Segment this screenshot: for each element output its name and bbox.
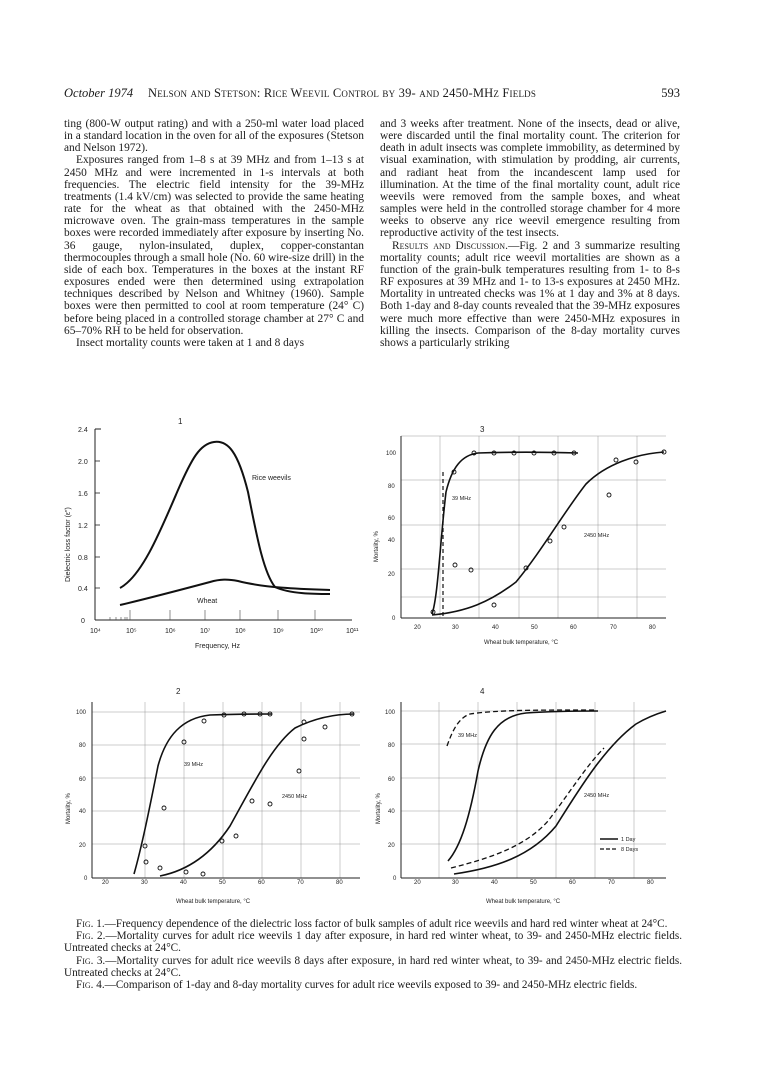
y-tick-label: 60 — [79, 777, 86, 783]
paragraph: Insect mortality counts were taken at 1 and 8 days — [76, 336, 305, 349]
caption-text: —Mortality curves for adult rice weevils 1 day after exposure, in hard red winter wheat, to 39- and 2450-MHz electric fields. Untreated checks at 24°C. — [64, 930, 682, 955]
y-tick-label: 40 — [388, 538, 395, 544]
y-tick-label: 80 — [79, 743, 86, 749]
2450mhz-curve — [160, 714, 354, 876]
x-tick-label: 80 — [336, 880, 343, 886]
paragraph-text: —Fig. 2 and 3 summarize resulting mortality counts; adult rice weevil mortalities are shown as a function of the grain-bulk temperatures resulting from 1- to 8-s RF exposures at 39 MHz and 1- to 13-s exposures at 2450 MHz. Mortality in untreated checks was 1% at 1 day and 3% at 8 days. Both 1-day and 8-day counts revealed that the 39-MHz exposures were much more effective than were 2450-MHz exposures in killing the insects. Comparison of the 8-day mortality curves shows a particularly striking — [380, 239, 680, 349]
x-tick-label: 10⁸ — [235, 628, 246, 635]
2450mhz-label: 2450 MHz — [584, 533, 610, 539]
x-tick-label: 70 — [608, 880, 615, 886]
rice-weevils-label: Rice weevils — [252, 475, 291, 482]
legend-label: 8 Days — [621, 847, 639, 853]
x-tick-label: 10⁴ — [90, 628, 101, 635]
y-tick-label: 60 — [388, 516, 395, 522]
y-tick-label: 0 — [393, 876, 397, 882]
x-tick-label: 50 — [530, 880, 537, 886]
x-axis-label: Frequency, Hz — [195, 643, 240, 650]
figure-2 — [60, 686, 370, 911]
y-tick-label: 60 — [388, 777, 395, 783]
x-tick-label: 30 — [452, 880, 459, 886]
x-axis-label: Wheat bulk temperature, °C — [484, 640, 559, 646]
figure-1 — [60, 412, 370, 657]
39mhz-label: 39 MHz — [458, 733, 477, 739]
y-tick-label: 40 — [79, 809, 86, 815]
39mhz-label: 39 MHz — [452, 496, 471, 502]
caption — [64, 930, 682, 954]
figure-number: 3 — [480, 425, 485, 434]
y-tick-label: 80 — [388, 743, 395, 749]
x-tick-label: 60 — [569, 880, 576, 886]
x-tick-label: 20 — [102, 880, 109, 886]
figure-number: 2 — [176, 687, 181, 696]
x-tick-label: 20 — [414, 880, 421, 886]
x-tick-label: 70 — [610, 625, 617, 631]
x-tick-label: 30 — [141, 880, 148, 886]
paragraph: Exposures ranged from 1–8 s at 39 MHz and from 1–13 s at 2450 MHz and were incremented in 1-s intervals at both frequencies. The electric field intensity for the 39-MHz treatments (1.4 kV/cm) was selected to provide the same heating rate for the wheat as that obtained with the 2450-MHz microwave oven. The grain-mass temperatures in the sample boxes were recorded immediately after exposure by inserting No. 36 gauge, nylon-insulated, duplex, copper-constantan thermocouples through a small hole (No. 60 wire-size drill) in the side of each box. Temperatures in the boxes at the instant RF exposures ended were then determined using extrapolation techniques described by Nelson and Whitney (1960). Sample boxes were then permitted to cool at room temperature (24° C) before being placed in a controlled storage chamber at 27° C and 65–70% RH to be held for observation. — [64, 154, 364, 337]
section-heading: Results and Discussion. — [392, 239, 508, 252]
2450mhz-curve — [432, 452, 664, 615]
caption-text: —Frequency dependence of the dielectric loss factor of bulk samples of adult rice weevils and hard red winter wheat at 24°C. — [104, 918, 668, 930]
y-tick-label: 20 — [79, 843, 86, 849]
paragraph: ting (800-W output rating) and with a 250-ml water load placed in a standard location in the oven for all of the exposures (Stetson and Nelson 1972). — [64, 118, 364, 155]
caption-lead: Fig. 3. — [76, 954, 106, 967]
x-tick-label: 10⁶ — [165, 628, 176, 635]
x-tick-label: 10¹¹ — [346, 628, 359, 635]
paragraph — [380, 240, 680, 349]
figure-3 — [366, 422, 676, 662]
y-tick-label: 40 — [388, 809, 395, 815]
y-tick-label: 0 — [81, 618, 85, 625]
wheat-label: Wheat — [197, 598, 218, 605]
caption-lead: Fig. 1. — [76, 918, 105, 930]
figure-number: 1 — [178, 417, 183, 426]
y-tick-label: 100 — [386, 451, 397, 457]
y-tick-label: 1.6 — [78, 491, 88, 498]
y-axis-label: Mortality, % — [374, 531, 380, 562]
x-axis-label: Wheat bulk temperature, °C — [486, 899, 561, 905]
left-text-column — [64, 118, 364, 349]
x-tick-label: 30 — [452, 625, 459, 631]
x-tick-label: 10⁷ — [200, 628, 211, 635]
figure-4 — [366, 686, 676, 911]
x-tick-label: 50 — [219, 880, 226, 886]
running-header — [64, 86, 680, 102]
2450mhz-label: 2450 MHz — [282, 794, 308, 800]
x-tick-label: 40 — [491, 880, 498, 886]
x-tick-label: 40 — [492, 625, 499, 631]
x-tick-label: 80 — [649, 625, 656, 631]
figure-captions — [64, 918, 682, 991]
issue-date: October 1974 — [64, 86, 134, 100]
x-tick-label: 10¹⁰ — [310, 628, 323, 635]
y-tick-label: 0.4 — [78, 586, 88, 593]
y-tick-label: 0 — [392, 616, 396, 622]
y-tick-label: 80 — [388, 484, 395, 490]
legend-label: 1 Day — [621, 837, 636, 843]
caption — [64, 955, 682, 979]
y-tick-label: 100 — [385, 710, 396, 716]
x-tick-label: 60 — [570, 625, 577, 631]
y-axis-label: Mortality, % — [66, 793, 72, 824]
x-tick-label: 50 — [531, 625, 538, 631]
caption-text: —Comparison of 1-day and 8-day mortality curves for adult rice weevils exposed to 39- and 2450-MHz electric fields. — [104, 979, 638, 992]
y-tick-label: 20 — [388, 572, 395, 578]
caption-lead: Fig. 2. — [76, 930, 106, 943]
y-tick-label: 100 — [76, 710, 87, 716]
y-axis-label: Dielectric loss factor (ε″) — [65, 507, 72, 582]
x-tick-label: 80 — [647, 880, 654, 886]
y-tick-label: 2.0 — [78, 459, 88, 466]
y-tick-label: 20 — [388, 843, 395, 849]
39mhz-label: 39 MHz — [184, 762, 203, 768]
y-tick-label: 0 — [84, 876, 88, 882]
page-number: 593 — [661, 86, 680, 100]
x-tick-label: 60 — [258, 880, 265, 886]
x-tick-label: 10⁵ — [126, 628, 137, 635]
caption — [64, 918, 682, 930]
x-tick-label: 40 — [180, 880, 187, 886]
right-text-column — [380, 118, 680, 349]
paragraph: and 3 weeks after treatment. None of the insects, dead or alive, were discarded until the final mortality count. The criterion for death in adult insects was complete immobility, as determined by visual examination, with stimulation by prodding, air currents, and radiant heat from the incandescent lamp used for illumination. At the time of the final mortality count, adult rice weevils were removed from the sample boxes, and wheat samples were held in the controlled storage chamber for 4 more weeks to observe any rice weevil emergence resulting from reproductive activity of the test insects. — [380, 118, 680, 240]
y-tick-label: 2.4 — [78, 427, 88, 434]
x-tick-label: 10⁹ — [273, 628, 284, 635]
caption-lead: Fig. 4. — [76, 979, 105, 992]
x-tick-label: 20 — [414, 625, 421, 631]
caption — [64, 979, 682, 991]
2450mhz-label: 2450 MHz — [584, 793, 610, 799]
39mhz-8day-curve — [447, 710, 596, 746]
figure-number: 4 — [480, 687, 485, 696]
y-tick-label: 1.2 — [78, 523, 88, 530]
running-title: Nelson and Stetson: Rice Weevil Control by 39- and 2450-MHz Fields — [148, 86, 537, 100]
y-axis-label: Mortality, % — [376, 793, 382, 824]
y-tick-label: 0.8 — [78, 555, 88, 562]
x-axis-label: Wheat bulk temperature, °C — [176, 899, 251, 905]
39mhz-curve — [134, 714, 272, 874]
rice-weevil-curve — [120, 442, 330, 594]
x-tick-label: 70 — [297, 880, 304, 886]
caption-text: —Mortality curves for adult rice weevils 8 days after exposure, in hard red winter wheat, to 39- and 2450-MHz electric fields. Untreated checks at 24°C. — [64, 954, 682, 979]
